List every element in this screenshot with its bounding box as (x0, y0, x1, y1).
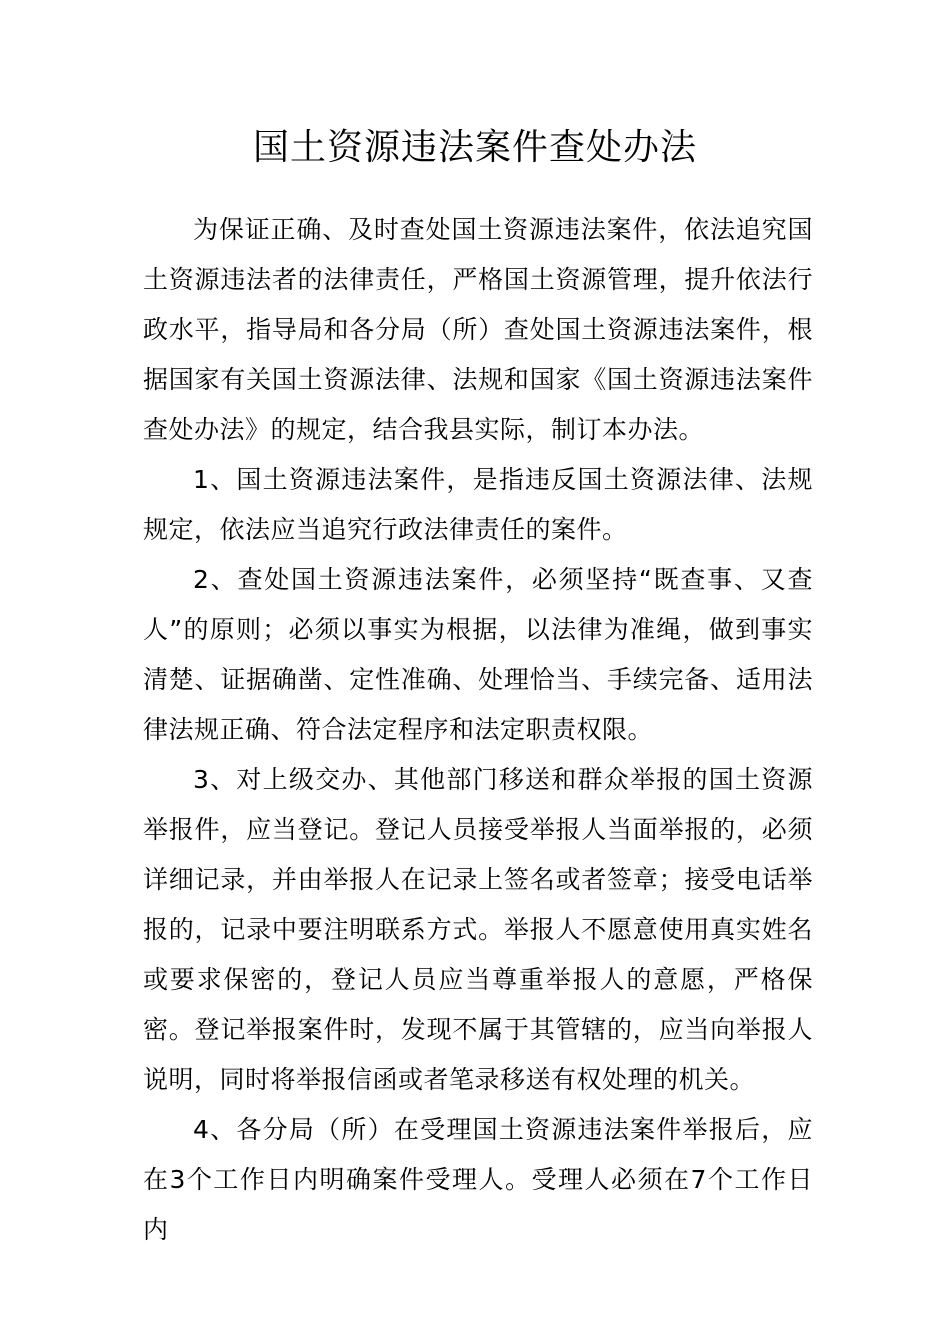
document-title: 国土资源违法案件查处办法 (252, 127, 697, 168)
paragraph-article-4: 4、各分局（所）在受理国土资源违法案件举报后，应在3个工作日内明确案件受理人。受理人必须在7个工作日内 (143, 1115, 813, 1244)
paragraph-article-1: 1、国土资源违法案件，是指违反国土资源法律、法规规定，依法应当追究行政法律责任的案件。 (143, 465, 813, 544)
paragraph-article-2: 2、查处国土资源违法案件，必须坚持“既查事、又查人”的原则；必须以事实为根据，以法律为准绳，做到事实清楚、证据确凿、定性准确、处理恰当、手续完备、适用法律法规正确、符合法定程序和法定职责权限。 (143, 565, 813, 744)
paragraph-article-3: 3、对上级交办、其他部门移送和群众举报的国土资源举报件，应当登记。登记人员接受举报人当面举报的，必须详细记录，并由举报人在记录上签名或者签章；接受电话举报的，记录中要注明联系方式。举报人不愿意使用真实姓名或要求保密的，登记人员应当尊重举报人的意愿，严格保密。登记举报案件时，发现不属于其管辖的，应当向举报人说明，同时将举报信函或者笔录移送有权处理的机关。 (143, 765, 813, 1094)
paragraph-preamble: 为保证正确、及时查处国土资源违法案件，依法追究国土资源违法者的法律责任，严格国土资源管理，提升依法行政水平，指导局和各分局（所）查处国土资源违法案件，根据国家有关国土资源法律、法规和国家《国土资源违法案件查处办法》的规定，结合我县实际，制订本办法。 (143, 215, 813, 444)
document-body (143, 205, 813, 1255)
